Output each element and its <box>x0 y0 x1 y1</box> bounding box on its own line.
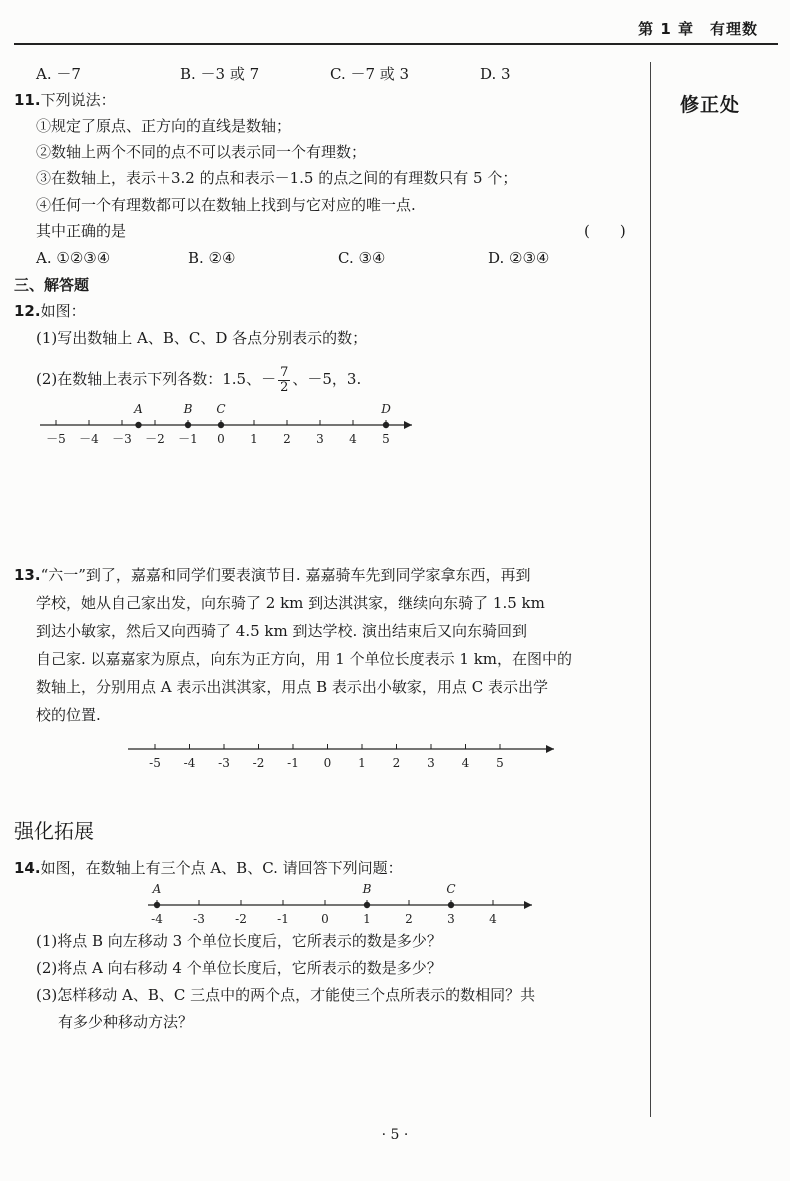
q11-statement-4: ④任何一个有理数都可以在数轴上找到与它对应的唯一点. <box>36 196 416 214</box>
q14-part-3-cont: 有多少种移动方法？ <box>58 1013 194 1031</box>
tick-label: 1 <box>358 756 366 770</box>
point-label: B <box>362 882 372 896</box>
q13-line: 数轴上，分别用点 A 表示出淇淇家，用点 B 表示出小敏家，用点 C 表示出学 <box>36 678 548 696</box>
q12-part-1: (1)写出数轴上 A、B、C、D 各点分别表示的数； <box>36 329 368 347</box>
tick-label: 5 <box>382 432 390 446</box>
q11-statement-3: ③在数轴上，表示＋3.2 的点和表示－1.5 的点之间的有理数只有 5 个； <box>36 169 518 187</box>
q11-header <box>14 90 116 110</box>
tick-label: -2 <box>252 756 265 770</box>
point-label: C <box>446 882 456 896</box>
q10-option-a: A. －7 <box>36 65 81 83</box>
tick-label: －2 <box>145 432 165 446</box>
axis-point <box>218 422 224 428</box>
q11-statement-1: ①规定了原点、正方向的直线是数轴； <box>36 117 292 135</box>
tick-label: －5 <box>46 432 66 446</box>
q12-prompt: 如图： <box>40 302 86 320</box>
tick-label: 2 <box>405 912 413 926</box>
tick-label: -4 <box>151 912 163 926</box>
tick-label: -2 <box>235 912 247 926</box>
tick-label: －4 <box>79 432 99 446</box>
tick-label: 5 <box>496 756 504 770</box>
q10-option-d: D. 3 <box>480 65 511 83</box>
question-number: 12. <box>14 302 41 320</box>
tick-label: 3 <box>447 912 455 926</box>
fraction-denominator: 2 <box>280 379 289 395</box>
tick-label: -3 <box>193 912 205 926</box>
q12-number-line <box>30 395 420 457</box>
q13-number-line <box>120 735 560 777</box>
tick-label: -1 <box>287 756 299 770</box>
question-number: 13. <box>14 566 41 584</box>
q13-line <box>14 561 572 589</box>
q12-part-2 <box>36 364 361 395</box>
tick-label: 3 <box>316 432 324 446</box>
q12-part-2-prefix: (2)在数轴上表示下列各数：1.5、－ <box>36 370 277 388</box>
q13-line: 学校，她从自己家出发，向东骑了 2 km 到达淇淇家，继续向东骑了 1.5 km <box>36 594 545 612</box>
question-number: 14. <box>14 859 41 877</box>
tick-label: 3 <box>427 756 435 770</box>
margin-divider <box>650 62 651 1117</box>
axis-arrow <box>524 901 532 909</box>
q11-option-a: A. ①②③④ <box>36 249 111 267</box>
tick-label: 4 <box>349 432 357 446</box>
q14-number-line <box>140 880 540 930</box>
point-label: A <box>134 402 143 416</box>
tick-label: 0 <box>321 912 329 926</box>
point-label: A <box>152 882 162 896</box>
chapter-title: 第 1 章 有理数 <box>638 20 758 38</box>
header-divider <box>14 43 778 45</box>
q13-body <box>14 561 572 729</box>
q11-option-c: C. ③④ <box>338 249 386 267</box>
answer-bracket: ( ) <box>584 222 626 240</box>
q10-option-c: C. －7 或 3 <box>330 65 410 83</box>
point-label: C <box>216 402 226 416</box>
tick-label: 0 <box>217 432 225 446</box>
tick-label: -1 <box>277 912 289 926</box>
axis-point <box>383 422 389 428</box>
q14-part-1: (1)将点 B 向左移动 3 个单位长度后，它所表示的数是多少？ <box>36 932 442 950</box>
extend-section-title: 强化拓展 <box>14 819 94 843</box>
q14-header <box>14 858 403 878</box>
q11-option-b: B. ②④ <box>188 249 236 267</box>
question-number: 11. <box>14 91 41 109</box>
q10-option-b: B. －3 或 7 <box>180 65 260 83</box>
q13-text: “六一”到了，嘉嘉和同学们要表演节目. 嘉嘉骑车先到同学家拿东西，再到 <box>40 566 531 584</box>
tick-label: －1 <box>178 432 198 446</box>
axis-point <box>448 902 454 908</box>
point-label: D <box>381 402 391 416</box>
q11-statement-2: ②数轴上两个不同的点不可以表示同一个有理数； <box>36 143 367 161</box>
tick-label: 1 <box>250 432 258 446</box>
page-number: · 5 · <box>381 1127 409 1143</box>
fraction-numerator: 7 <box>280 364 289 380</box>
fraction <box>278 366 290 395</box>
q14-prompt: 如图，在数轴上有三个点 A、B、C. 请回答下列问题： <box>40 859 403 877</box>
section-title: 三、解答题 <box>14 276 90 294</box>
q11-prompt: 下列说法： <box>40 91 116 109</box>
tick-label: 2 <box>392 756 401 770</box>
correction-area-title: 修正处 <box>680 94 741 116</box>
axis-arrow <box>404 421 412 429</box>
q11-question: 其中正确的是 <box>36 222 127 240</box>
axis-point <box>185 422 191 428</box>
axis-point <box>135 422 141 428</box>
tick-label: 2 <box>283 432 291 446</box>
q12-header <box>14 301 86 321</box>
axis-point <box>364 902 370 908</box>
tick-label: 4 <box>461 756 470 770</box>
tick-label: -4 <box>183 756 196 770</box>
q11-option-d: D. ②③④ <box>488 249 550 267</box>
axis-arrow <box>546 745 554 753</box>
q14-part-3: (3)怎样移动 A、B、C 三点中的两个点，才能使三个点所表示的数相同？共 <box>36 986 536 1004</box>
q14-part-2: (2)将点 A 向右移动 4 个单位长度后，它所表示的数是多少？ <box>36 959 442 977</box>
tick-label: -3 <box>218 756 230 770</box>
tick-label: 1 <box>363 912 371 926</box>
tick-label: －3 <box>112 432 132 446</box>
q13-line: 校的位置. <box>36 706 101 724</box>
q12-part-2-suffix: 、－5，3. <box>292 370 362 388</box>
point-label: B <box>183 402 193 416</box>
q13-line: 到达小敏家，然后又向西骑了 4.5 km 到达学校. 演出结束后又向东骑回到 <box>36 622 528 640</box>
tick-label: 0 <box>323 756 332 770</box>
axis-point <box>154 902 160 908</box>
tick-label: -5 <box>149 756 161 770</box>
tick-label: 4 <box>489 912 497 926</box>
q13-line: 自己家. 以嘉嘉家为原点，向东为正方向，用 1 个单位长度表示 1 km，在图中的 <box>36 650 573 668</box>
